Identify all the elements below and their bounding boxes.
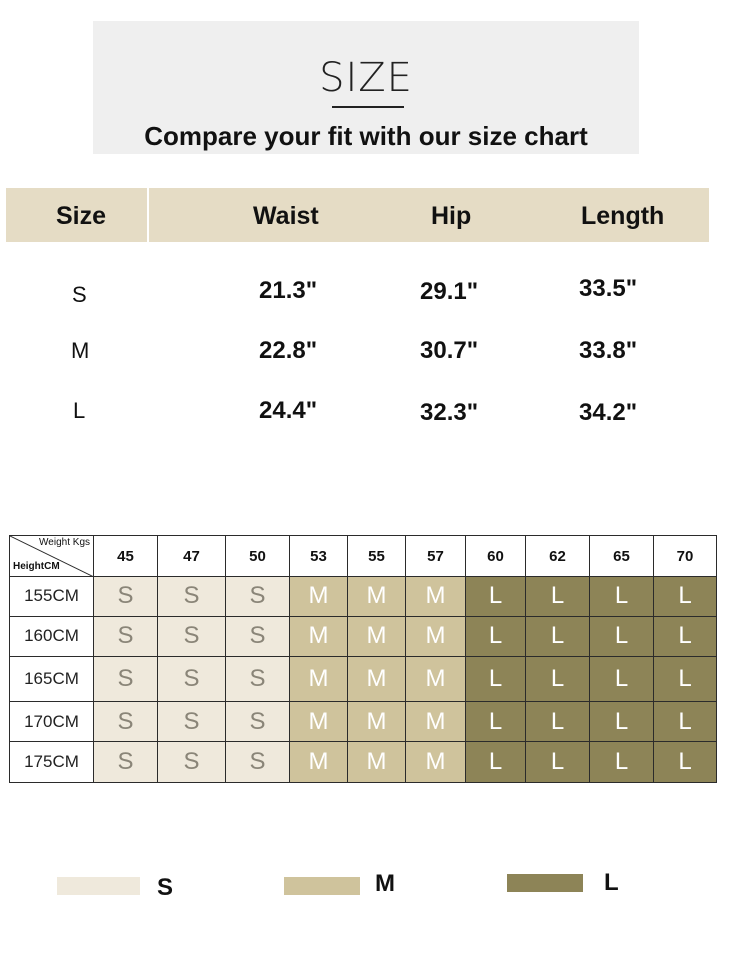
grid-row (10, 616, 717, 657)
grid-cell-s: S (94, 616, 158, 657)
size-row-m-length: 33.8" (579, 337, 638, 364)
grid-cell-l: L (654, 577, 717, 617)
legend-label-m: M (375, 870, 395, 897)
grid-cell-m: M (290, 701, 348, 742)
size-row-s-length: 33.5" (579, 275, 638, 302)
grid-cell-m: M (406, 657, 466, 702)
grid-cell-l: L (654, 701, 717, 742)
legend-label-s: S (157, 874, 174, 901)
grid-cell-m: M (348, 701, 406, 742)
column-header-hip: Hip (431, 202, 472, 230)
grid-cell-l: L (466, 657, 526, 702)
grid-row (10, 701, 717, 742)
grid-row (10, 577, 717, 617)
grid-cell-s: S (158, 701, 226, 742)
grid-cell-l: L (526, 577, 590, 617)
size-row-m-label: M (71, 338, 90, 363)
grid-cell-m: M (406, 701, 466, 742)
legend-swatch-m (284, 877, 360, 895)
grid-cell-s: S (158, 742, 226, 783)
weight-header: 53 (290, 536, 348, 577)
grid-cell-m: M (290, 577, 348, 617)
grid-cell-s: S (226, 701, 290, 742)
grid-cell-s: S (158, 577, 226, 617)
height-weight-fit-grid (9, 535, 716, 783)
grid-cell-m: M (290, 742, 348, 783)
grid-cell-l: L (466, 701, 526, 742)
grid-cell-m: M (406, 577, 466, 617)
size-row-s-label: S (72, 282, 87, 307)
weight-axis-label: Weight Kgs (39, 537, 90, 548)
size-header-box (93, 21, 639, 154)
grid-cell-l: L (590, 616, 654, 657)
grid-cell-l: L (526, 616, 590, 657)
grid-cell-m: M (348, 616, 406, 657)
size-row-s-hip: 29.1" (420, 278, 479, 305)
weight-header: 55 (348, 536, 406, 577)
grid-cell-m: M (348, 577, 406, 617)
grid-cell-l: L (654, 616, 717, 657)
grid-cell-m: M (406, 742, 466, 783)
height-axis-label: HeightCM (13, 561, 60, 572)
size-row-m-waist: 22.8" (259, 337, 318, 364)
grid-cell-m: M (290, 657, 348, 702)
grid-cell-l: L (466, 616, 526, 657)
grid-cell-m: M (348, 657, 406, 702)
grid-cell-s: S (226, 657, 290, 702)
column-header-waist: Waist (253, 202, 319, 230)
grid-cell-m: M (406, 616, 466, 657)
header-divider (147, 188, 149, 242)
grid-cell-s: S (94, 701, 158, 742)
height-label: 175CM (10, 742, 94, 783)
grid-row (10, 742, 717, 783)
grid-cell-l: L (590, 657, 654, 702)
grid-cell-s: S (94, 742, 158, 783)
fit-grid-body (10, 577, 717, 783)
legend-swatch-l (507, 874, 583, 892)
grid-cell-s: S (226, 616, 290, 657)
title-underline (332, 106, 404, 108)
grid-cell-l: L (654, 657, 717, 702)
weight-header: 50 (226, 536, 290, 577)
grid-cell-m: M (290, 616, 348, 657)
weight-header: 62 (526, 536, 590, 577)
grid-cell-s: S (158, 657, 226, 702)
height-label: 155CM (10, 577, 94, 617)
grid-cell-l: L (654, 742, 717, 783)
grid-cell-l: L (526, 742, 590, 783)
grid-cell-s: S (94, 577, 158, 617)
page-subtitle: Compare your fit with our size chart (144, 121, 588, 151)
height-label: 170CM (10, 701, 94, 742)
weight-header: 60 (466, 536, 526, 577)
grid-cell-l: L (590, 742, 654, 783)
grid-cell-l: L (466, 742, 526, 783)
weight-header: 45 (94, 536, 158, 577)
grid-cell-m: M (348, 742, 406, 783)
weight-header: 70 (654, 536, 717, 577)
size-row-m-hip: 30.7" (420, 337, 479, 364)
weight-header: 57 (406, 536, 466, 577)
grid-cell-l: L (466, 577, 526, 617)
legend-label-l: L (604, 869, 619, 896)
size-row-l-hip: 32.3" (420, 399, 479, 426)
column-header-length: Length (581, 202, 665, 230)
page-title: SIZE (319, 55, 413, 101)
size-row-l-waist: 24.4" (259, 397, 318, 424)
legend-swatch-s (57, 877, 140, 895)
grid-cell-s: S (158, 616, 226, 657)
grid-corner-cell (10, 536, 94, 577)
grid-cell-l: L (526, 657, 590, 702)
grid-cell-l: L (590, 577, 654, 617)
weight-header: 65 (590, 536, 654, 577)
grid-cell-l: L (590, 701, 654, 742)
grid-cell-l: L (526, 701, 590, 742)
column-header-size: Size (56, 202, 107, 230)
size-row-s-waist: 21.3" (259, 277, 318, 304)
grid-cell-s: S (94, 657, 158, 702)
grid-cell-s: S (226, 742, 290, 783)
grid-cell-s: S (226, 577, 290, 617)
height-label: 165CM (10, 657, 94, 702)
size-row-l-length: 34.2" (579, 399, 638, 426)
size-row-l-label: L (73, 398, 86, 423)
size-table-header (6, 188, 709, 242)
weight-header: 47 (158, 536, 226, 577)
height-label: 160CM (10, 616, 94, 657)
grid-row (10, 657, 717, 702)
